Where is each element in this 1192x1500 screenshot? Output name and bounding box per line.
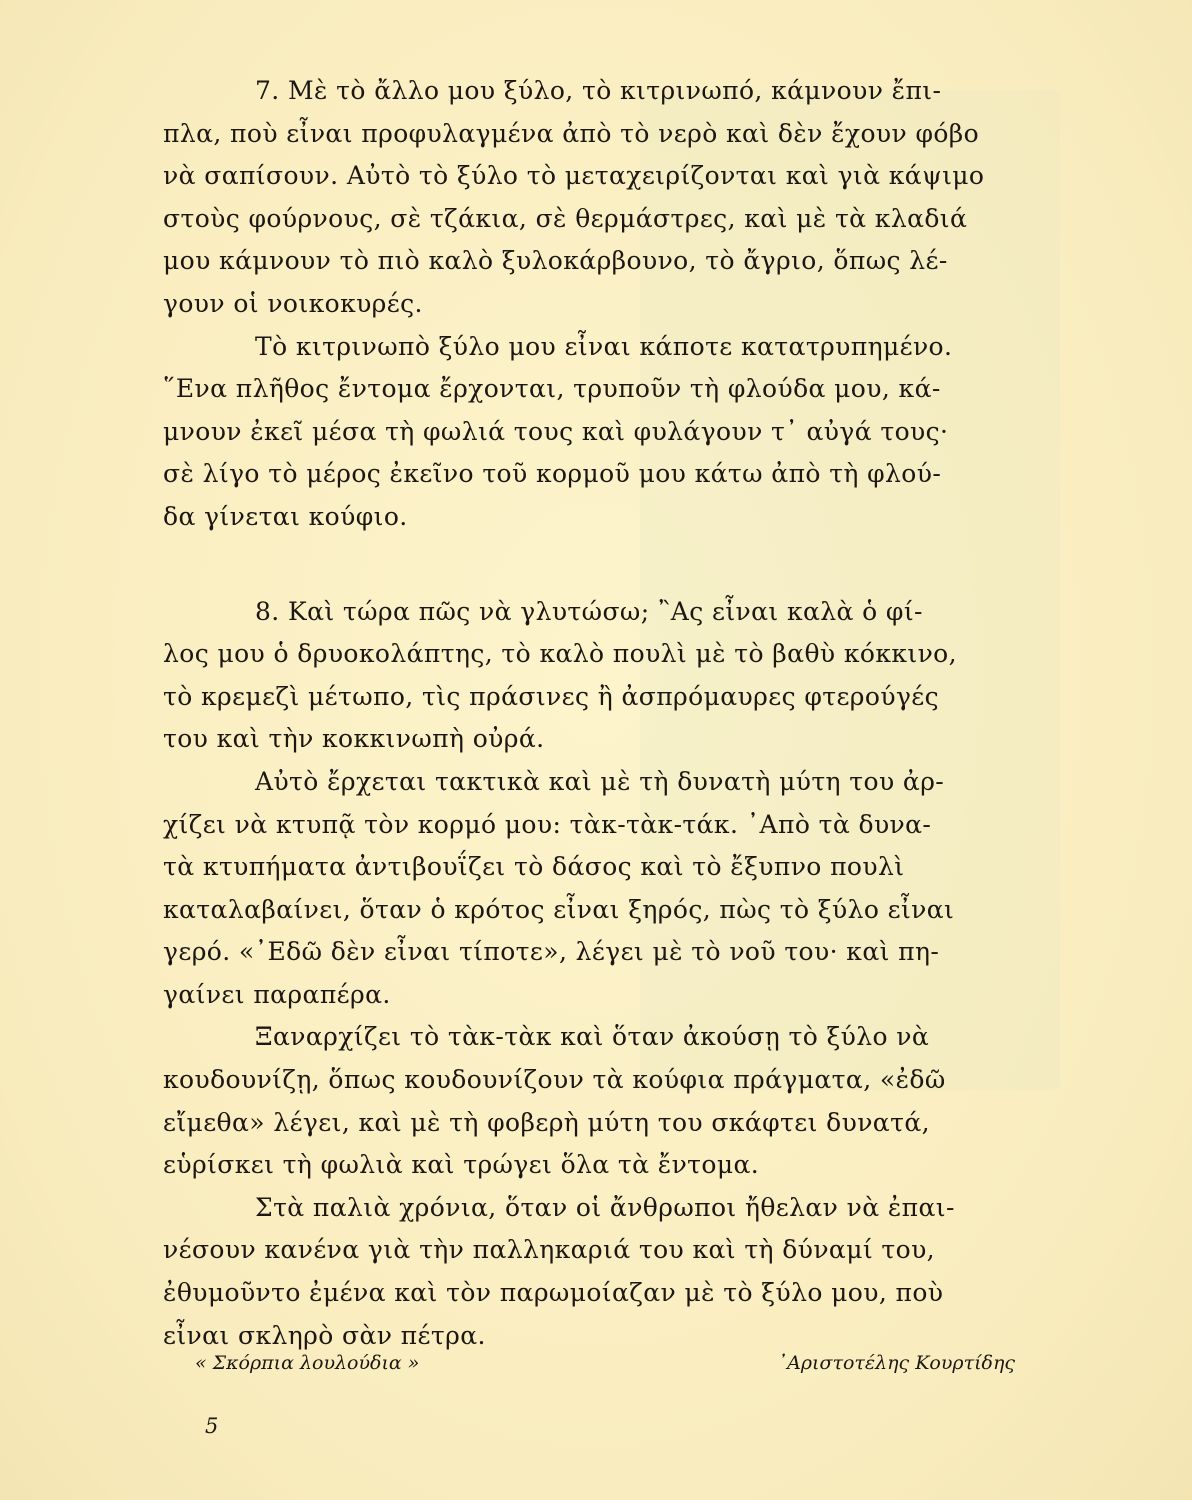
section-gap: [163, 539, 1043, 591]
text-line: τὰ κτυπήματα ἀντιβουΐζει τὸ δάσος καὶ τὸ ἔξυπνο πουλὶ: [163, 852, 905, 882]
text-line: δα γίνεται κούφιο.: [163, 501, 408, 531]
source-title: « Σκόρπια λουλούδια »: [195, 1352, 420, 1374]
text-line: στοὺς φούρνους, σὲ τζάκια, σὲ θερμάστρες, καὶ μὲ τὰ κλαδιά: [163, 203, 968, 233]
text-line: γερό. «᾿Εδῶ δὲν εἶναι τίποτε», λέγει μὲ τὸ νοῦ του· καὶ πη-: [163, 937, 940, 967]
text-line: ῞Ενα πλῆθος ἔντομα ἔρχονται, τρυποῦν τὴ φλούδα μου, κά-: [163, 374, 941, 404]
text-line: Ξαναρχίζει τὸ τὰκ-τὰκ καὶ ὅταν ἀκούσῃ τὸ ξύλο νὰ: [255, 1022, 930, 1052]
text-line: εἶναι σκληρὸ σὰν πέτρα.: [163, 1320, 486, 1350]
text-line: χίζει νὰ κτυπᾷ τὸν κορμό μου: τὰκ-τὰκ-τάκ. ᾿Απὸ τὰ δυνα-: [163, 809, 932, 839]
text-line: νὰ σαπίσουν. Αὐτὸ τὸ ξύλο τὸ μεταχειρίζονται καὶ γιὰ κάψιμο: [163, 161, 985, 191]
author-name: ᾿Αριστοτέλης Κουρτίδης: [777, 1352, 1015, 1374]
attribution: [195, 1352, 1015, 1382]
text-line: γαίνει παραπέρα.: [163, 979, 391, 1009]
text-line: νέσουν κανένα γιὰ τὴν παλληκαριά του καὶ τὴ δύναμί του,: [163, 1235, 936, 1265]
text-line: μου κάμνουν τὸ πιὸ καλὸ ξυλοκάρβουνο, τὸ ἄγριο, ὅπως λέ-: [163, 246, 948, 276]
text-line: πλα, ποὺ εἶναι προφυλαγμένα ἀπὸ τὸ νερὸ καὶ δὲν ἔχουν φόβο: [163, 118, 980, 148]
text-line: σὲ λίγο τὸ μέρος ἐκεῖνο τοῦ κορμοῦ μου κάτω ἀπὸ τὴ φλού-: [163, 459, 942, 489]
text-line: καταλαβαίνει, ὅταν ὁ κρότος εἶναι ξηρός, πὼς τὸ ξύλο εἶναι: [163, 894, 955, 924]
text-line: κουδουνίζῃ, ὅπως κουδουνίζουν τὰ κούφια πράγματα, «ἐδῶ: [163, 1065, 946, 1095]
text-line: του καὶ τὴν κοκκινωπὴ οὐρά.: [163, 724, 545, 754]
text-line: 8. Καὶ τώρα πῶς νὰ γλυτώσω; ῍Ας εἶναι καλὰ ὁ φί-: [255, 596, 923, 626]
text-line: εὑρίσκει τὴ φωλιὰ καὶ τρώγει ὅλα τὰ ἔντομα.: [163, 1150, 760, 1180]
page-number: 5: [205, 1414, 219, 1438]
text-line: ἐθυμοῦντο ἐμένα καὶ τὸν παρωμοίαζαν μὲ τὸ ξύλο μου, ποὺ: [163, 1278, 944, 1308]
text-line: εἴμεθα» λέγει, καὶ μὲ τὴ φοβερὴ μύτη του σκάφτει δυνατά,: [163, 1107, 930, 1137]
text-line: λος μου ὁ δρυοκολάπτης, τὸ καλὸ πουλὶ μὲ τὸ βαθὺ κόκκινο,: [163, 639, 957, 669]
text-line: μνουν ἐκεῖ μέσα τὴ φωλιά τους καὶ φυλάγουν τ᾿ αὐγά τους·: [163, 416, 949, 446]
text-line: 7. Μὲ τὸ ἄλλο μου ξύλο, τὸ κιτρινωπό, κάμνουν ἔπι-: [255, 76, 942, 105]
text-line: Αὐτὸ ἔρχεται τακτικὰ καὶ μὲ τὴ δυνατὴ μύτη του ἀρ-: [255, 766, 945, 796]
body-text: [163, 70, 1043, 1357]
text-line: γουν οἱ νοικοκυρές.: [163, 288, 423, 318]
text-line: Στὰ παλιὰ χρόνια, ὅταν οἱ ἄνθρωποι ἤθελαν νὰ ἐπαι-: [255, 1192, 955, 1222]
text-line: τὸ κρεμεζὶ μέτωπο, τὶς πράσινες ἢ ἀσπρόμαυρες φτερούγές: [163, 681, 940, 711]
text-line: Τὸ κιτρινωπὸ ξύλο μου εἶναι κάποτε κατατρυπημένο.: [255, 331, 953, 361]
